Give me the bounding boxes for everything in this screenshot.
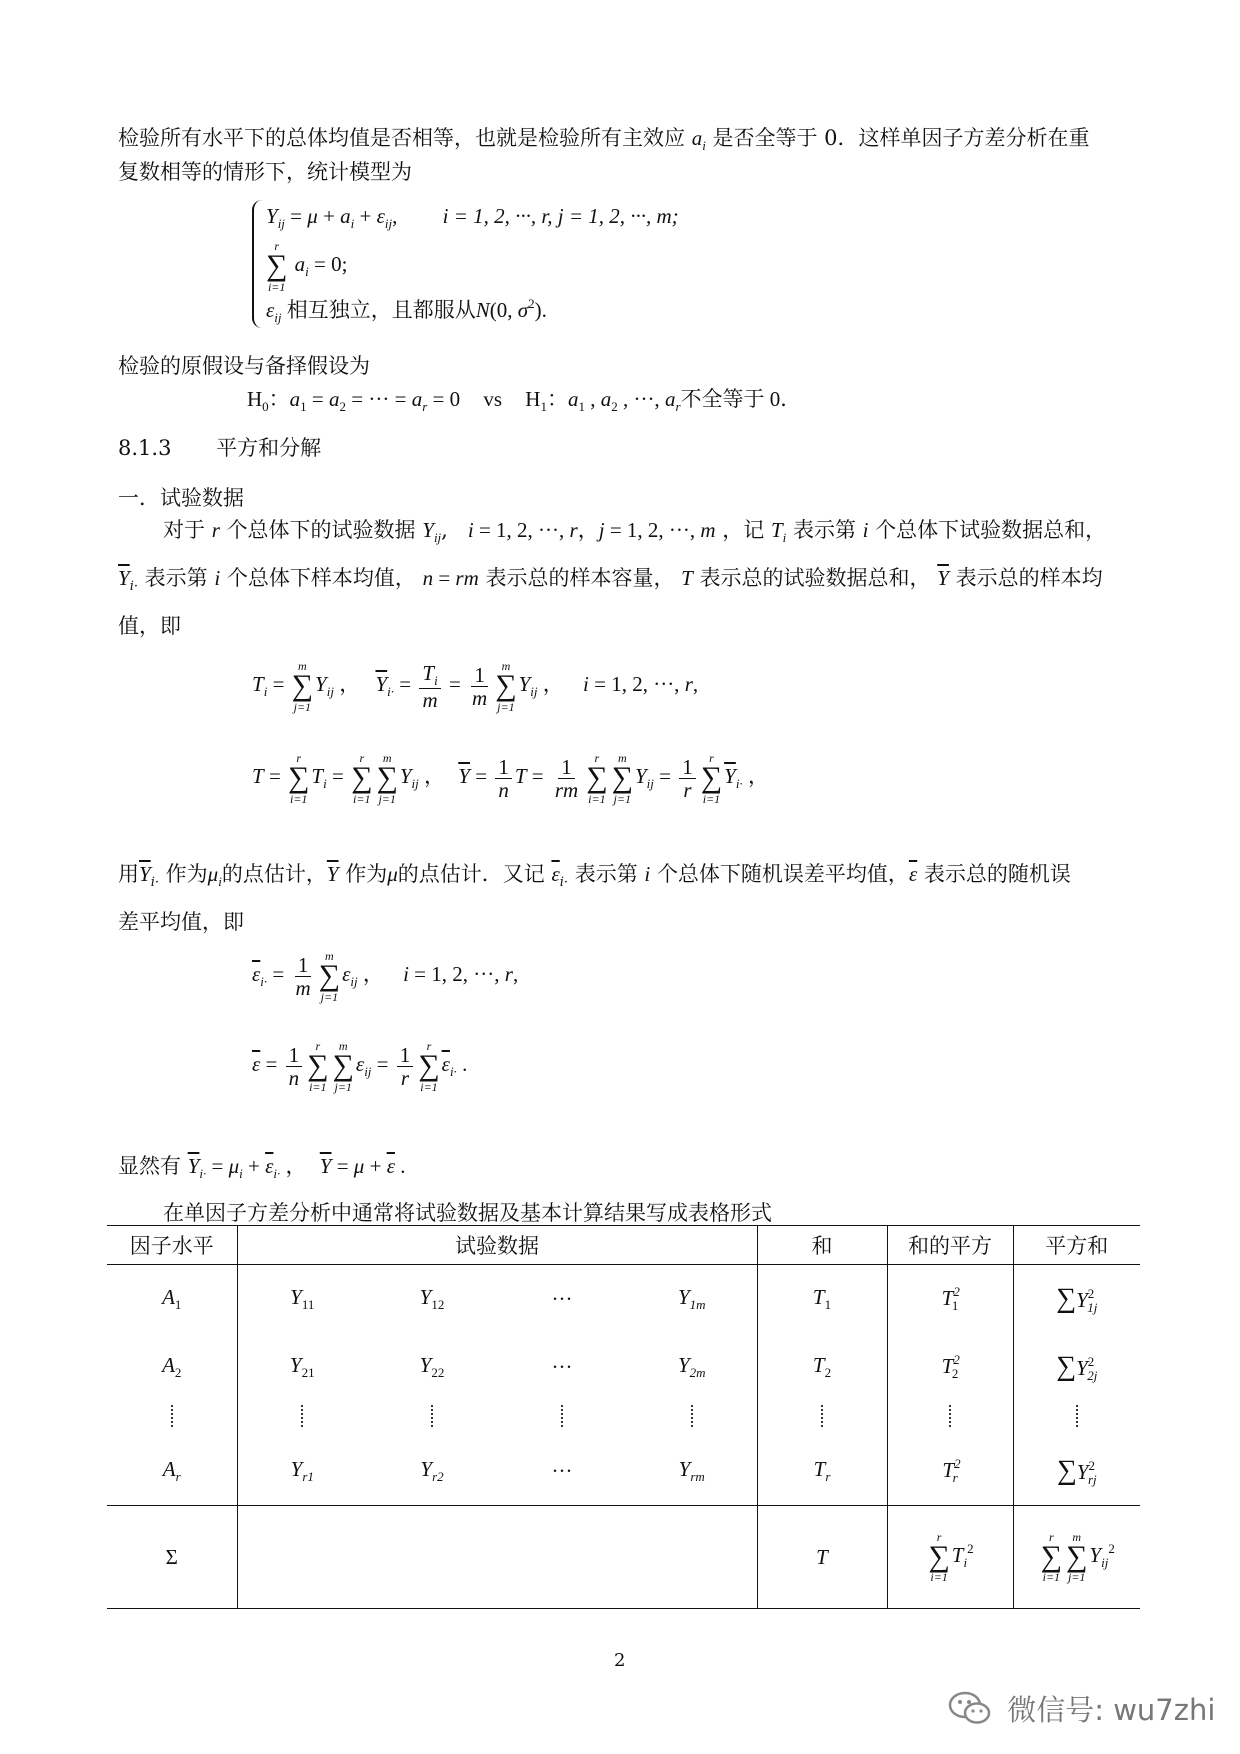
model-row-2: r ∑ i=1 $a_i = 0$; xyxy=(266,239,348,294)
paragraph-1-line-2: $\overline{Y}_{i\cdot}$ 表示第 i 个总体下样本均值， n = rm 表示总的样本容量， T 表示总的试验数据总和， $\overline{Y}$ 表示总的样本均 xyxy=(118,566,1103,594)
formula-error-mean: $\overline{\varepsilon}$ = $\frac{1}{n}$ r ∑ i=1 m ∑ j=1 $\varepsilon_{ij}$ = $\frac{1}{r}$ r ∑ i=1 $\overline{\varepsilon}_{i\cdot}$ . xyxy=(252,1039,468,1094)
table-row-ellipsis xyxy=(107,1401,1140,1437)
table-row: $A_1$ $Y_{11}$ $Y_{12}$ ··· $Y_{1m}$ $T_1$ $T^2_1$ $\sum Y^2_{1j}$ xyxy=(107,1265,1140,1334)
paragraph-2-line-1: 用$\overline{Y}_{i\cdot}$ 作为$\mu_i$的点估计，$\overline{Y}$ 作为μ的点估计．又记 $\overline{\varepsilon}_{i\cdot}$ 表示第 i 个总体下随机误差平均值，$\overline{\varepsilon}$ 表示总的随机误 xyxy=(118,862,1071,890)
formula-error-mean-i: $\overline{\varepsilon}_{i\cdot}$ = $\frac{1}{m}$ m ∑ j=1 $\varepsilon_{ij}$ ， i = 1, 2, ···, r, xyxy=(252,949,519,1004)
wechat-watermark: 微信号: wu7zhi xyxy=(948,1688,1215,1734)
total-label: Σ xyxy=(107,1506,237,1609)
table-row: $A_2$ $Y_{21}$ $Y_{22}$ ··· $Y_{2m}$ $T_2$ $T^2_2$ $\sum Y^2_{2j}$ xyxy=(107,1333,1140,1401)
formula-group-totals: $T_i$ = m ∑ j=1 $Y_{ij}$ ， $\overline{Y}_{i\cdot}$ = $\frac{T_i}{m}$ = $\frac{1}{m}$ m ∑ j=1 $Y_{ij}$ ， i = 1, 2, ···, r, xyxy=(252,659,699,714)
paragraph-1-line-3: 值，即 xyxy=(118,614,181,638)
intro-line-2: 复数相等的情形下，统计模型为 xyxy=(118,160,412,184)
header-factor-level: 因子水平 xyxy=(107,1226,237,1265)
header-sum-of-squares: 平方和 xyxy=(1013,1226,1140,1265)
header-sum-squared: 和的平方 xyxy=(887,1226,1013,1265)
wechat-icon xyxy=(948,1691,992,1734)
paragraph-2-line-2: 差平均值，即 xyxy=(118,910,244,934)
section-title: 平方和分解 xyxy=(216,436,322,460)
table-header-row xyxy=(107,1226,1140,1265)
intro-line-1: 检验所有水平下的总体均值是否相等，也就是检验所有主效应 $a_i$ 是否全等于 0．这样单因子方差分析在重 xyxy=(118,126,1090,153)
table-intro: 在单因子方差分析中通常将试验数据及基本计算结果写成表格形式 xyxy=(163,1201,772,1225)
model-row-3: $\varepsilon_{ij}$ 相互独立，且都服从N(0, $\sigma^2$). xyxy=(266,296,547,325)
obvious-relations: 显然有 $\overline{Y}_{i\cdot} = \mu_i + \overline{\varepsilon}_{i\cdot}$ ， $\overline{Y} = \mu + \overline{\varepsilon}$ . xyxy=(118,1154,406,1181)
math-a-i: $a_i$ xyxy=(691,126,706,153)
table-row: $A_r$ $Y_{r1}$ $Y_{r2}$ ··· $Y_{rm}$ $T_r$ $T^2_r$ $\sum Y^2_{rj}$ xyxy=(107,1437,1140,1506)
section-number: 8.1.3 xyxy=(118,436,172,460)
subsection-title: 一．试验数据 xyxy=(118,486,244,510)
header-test-data: 试验数据 xyxy=(237,1226,757,1265)
paragraph-1-line-1: 对于 r 个总体下的试验数据 $Y_{ij}$, i = 1, 2, ···, r，j = 1, 2, ···, m ，记 $T_i$ 表示第 i 个总体下试验数据总和， xyxy=(163,518,1107,545)
hypothesis-line: $H_0$：$a_1 = a_2$ = ··· = $a_r = 0$ vs $H_1$：$a_1$ , $a_2$ , ···, $a_r$不全等于 0． xyxy=(247,387,802,414)
model-row-1: $Y_{ij} = \mu + a_i + \varepsilon_{ij}$, i = 1, 2, ···, r, j = 1, 2, ···, m; xyxy=(266,204,679,231)
hypothesis-intro: 检验的原假设与备择假设为 xyxy=(118,354,370,378)
page-number: 2 xyxy=(614,1650,626,1671)
total-sum: T xyxy=(757,1506,887,1609)
header-sum: 和 xyxy=(757,1226,887,1265)
section-heading xyxy=(118,432,321,462)
table-total-row: Σ T r ∑ i=1 $T_i^2$ r ∑ i=1 m ∑ j=1 $Y_{ij}^2$ xyxy=(107,1506,1140,1609)
anova-data-table xyxy=(107,1225,1140,1609)
formula-grand-totals: T = r ∑ i=1 $T_i$ = r ∑ i=1 m ∑ j=1 $Y_{ij}$ ， $\overline{Y}$ = $\frac{1}{n}$ T = $\frac{1}{rm}$ r ∑ i=1 m ∑ j=1 $Y_{ij}$ = $\frac{1}{r}$ r ∑ i=1 $\overline{Y}_{i\cdot}$ ， xyxy=(252,751,769,806)
